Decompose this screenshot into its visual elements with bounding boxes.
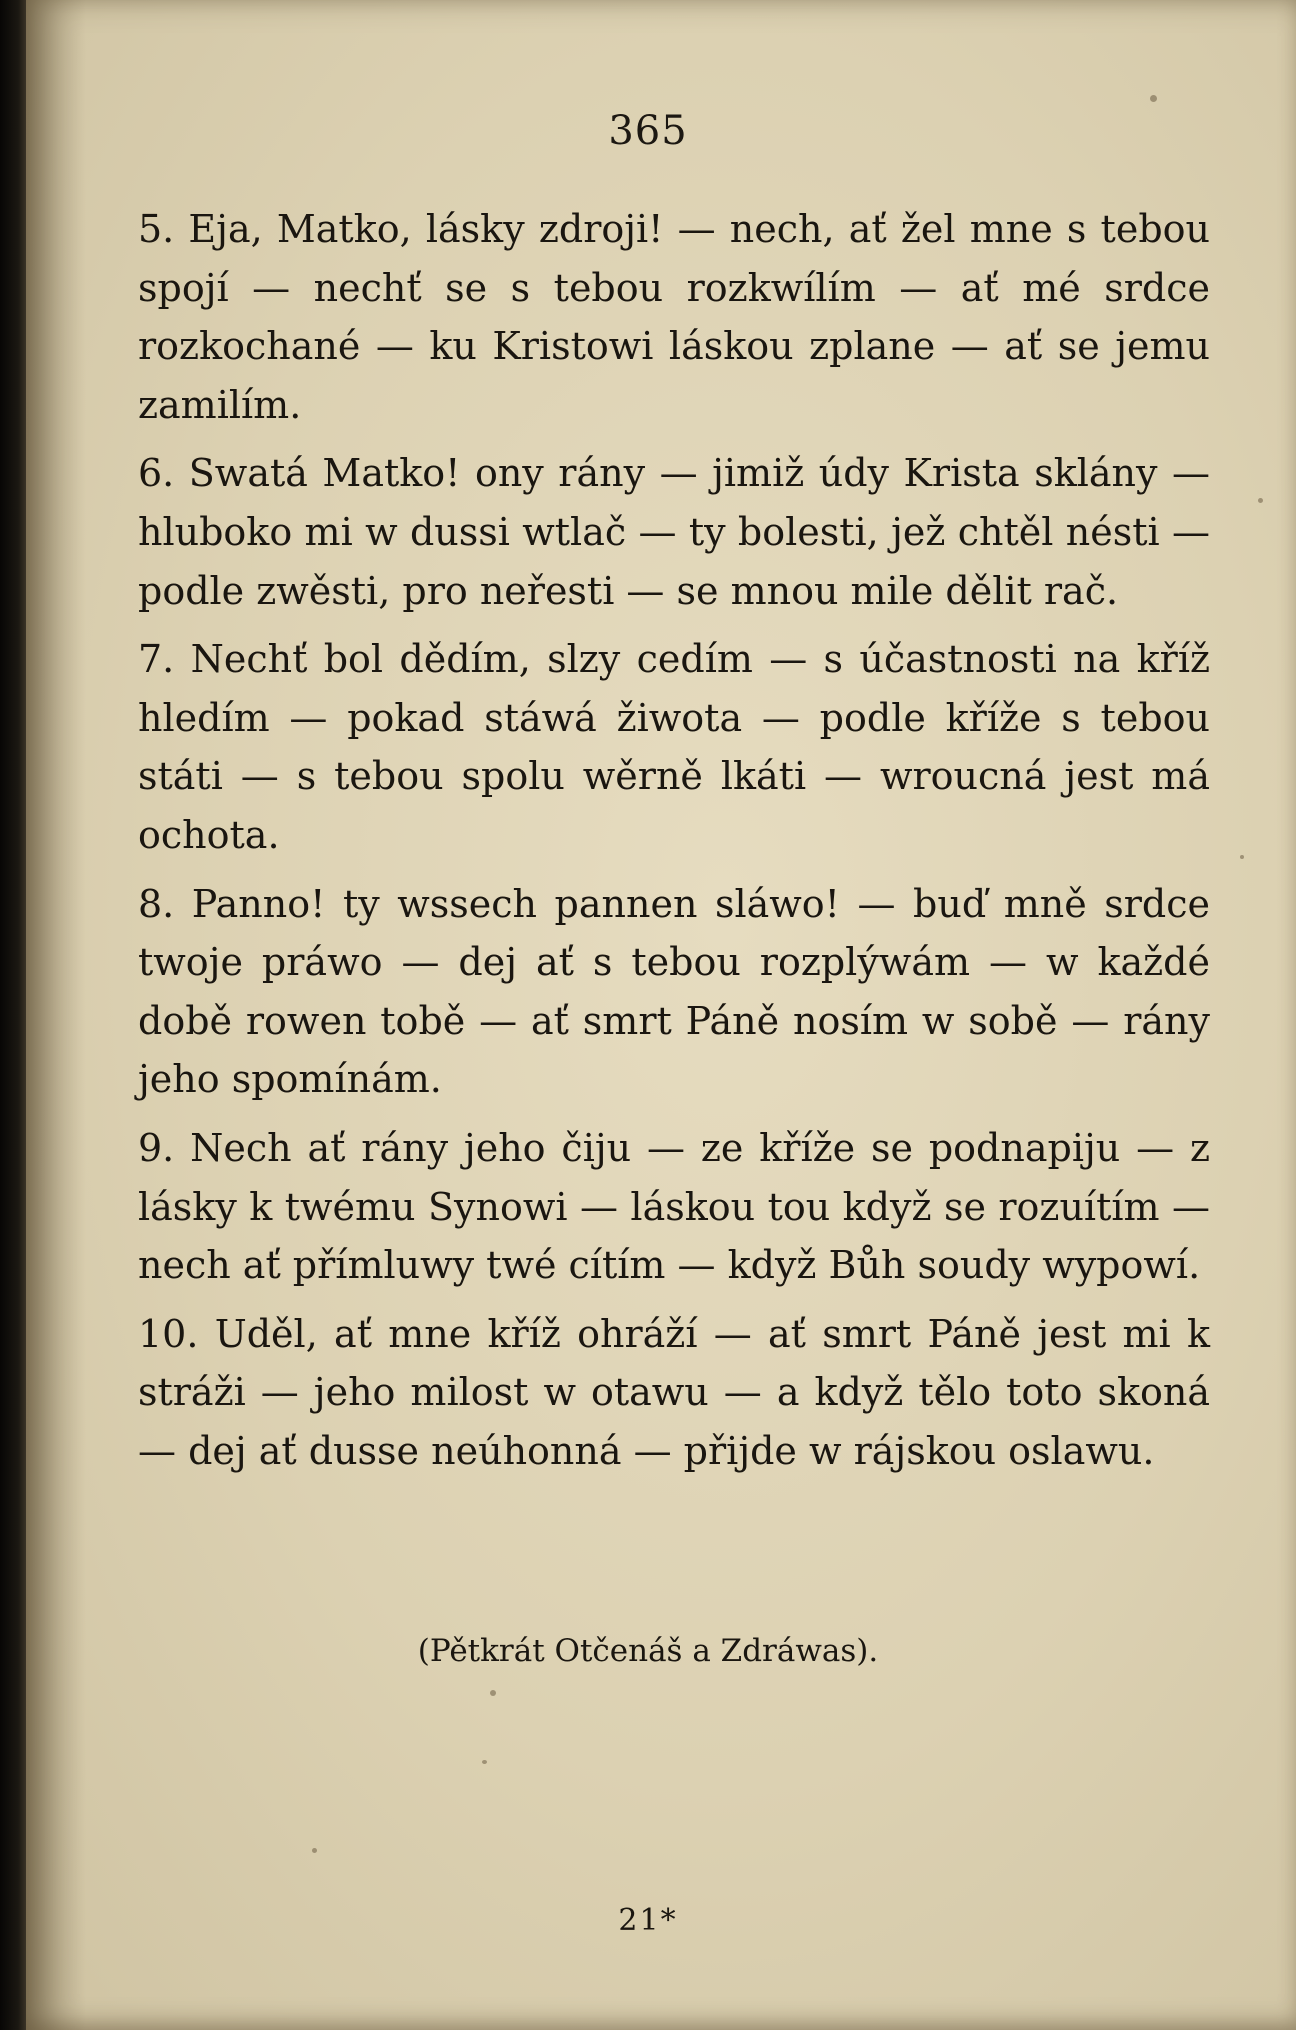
paper-speck <box>1240 855 1244 859</box>
hymn-text <box>138 200 1210 1488</box>
paper-speck <box>312 1848 317 1853</box>
printer-signature-mark: 21* <box>618 1903 678 1938</box>
stanza-6: 6. Swatá Matko! ony rány — jimiž údy Krista sklány — hluboko mi w dussi wtlač — ty bolesti, jež chtěl nésti — podle zwěsti, pro neřesti — se mnou mile dělit rač. <box>138 451 1210 613</box>
stanza-8: 8. Panno! ty wssech pannen sláwo! — buď mně srdce twoje práwo — dej ať s tebou rozplýwám — w každé době rowen tobě — ať smrt Páně nosím w sobě — rány jeho spomínám. <box>138 881 1210 1102</box>
page-number: 365 <box>608 108 688 154</box>
book-binding-edge <box>0 0 26 2030</box>
paper-speck <box>1258 498 1263 503</box>
paper-speck <box>482 1760 487 1764</box>
prayer-instruction: (Pětkrát Otčenáš a Zdráwas). <box>417 1633 879 1669</box>
stanza-5: 5. Eja, Matko, lásky zdroji! — nech, ať žel mne s tebou spojí — nechť se s tebou rozkwílím — ať mé srdce rozkochané — ku Kristowi láskou zplane — ať se jemu zamilím. <box>138 207 1210 427</box>
stanza-7: 7. Nechť bol dědím, slzy cedím — s účastnosti na kříž hledím — pokad stáwá žiwota — podle kříže s tebou státi — s tebou spolu wěrně lkáti — wroucná jest má ochota. <box>138 637 1210 857</box>
stanza-10: 10. Uděl, ať mne kříž ohráží — ať smrt Páně jest mi k stráži — jeho milost w otawu — a když tělo toto skoná — dej ať dusse neúhonná — přijde w rájskou oslawu. <box>138 1311 1210 1473</box>
stanza-9: 9. Nech ať rány jeho čiju — ze kříže se podnapiju — z lásky k twému Synowi — láskou tou když se rozuítím — nech ať přímluwy twé cítím — když Bůh soudy wypowí. <box>138 1125 1210 1288</box>
paper-speck <box>1150 95 1157 102</box>
paper-speck <box>490 1690 496 1696</box>
